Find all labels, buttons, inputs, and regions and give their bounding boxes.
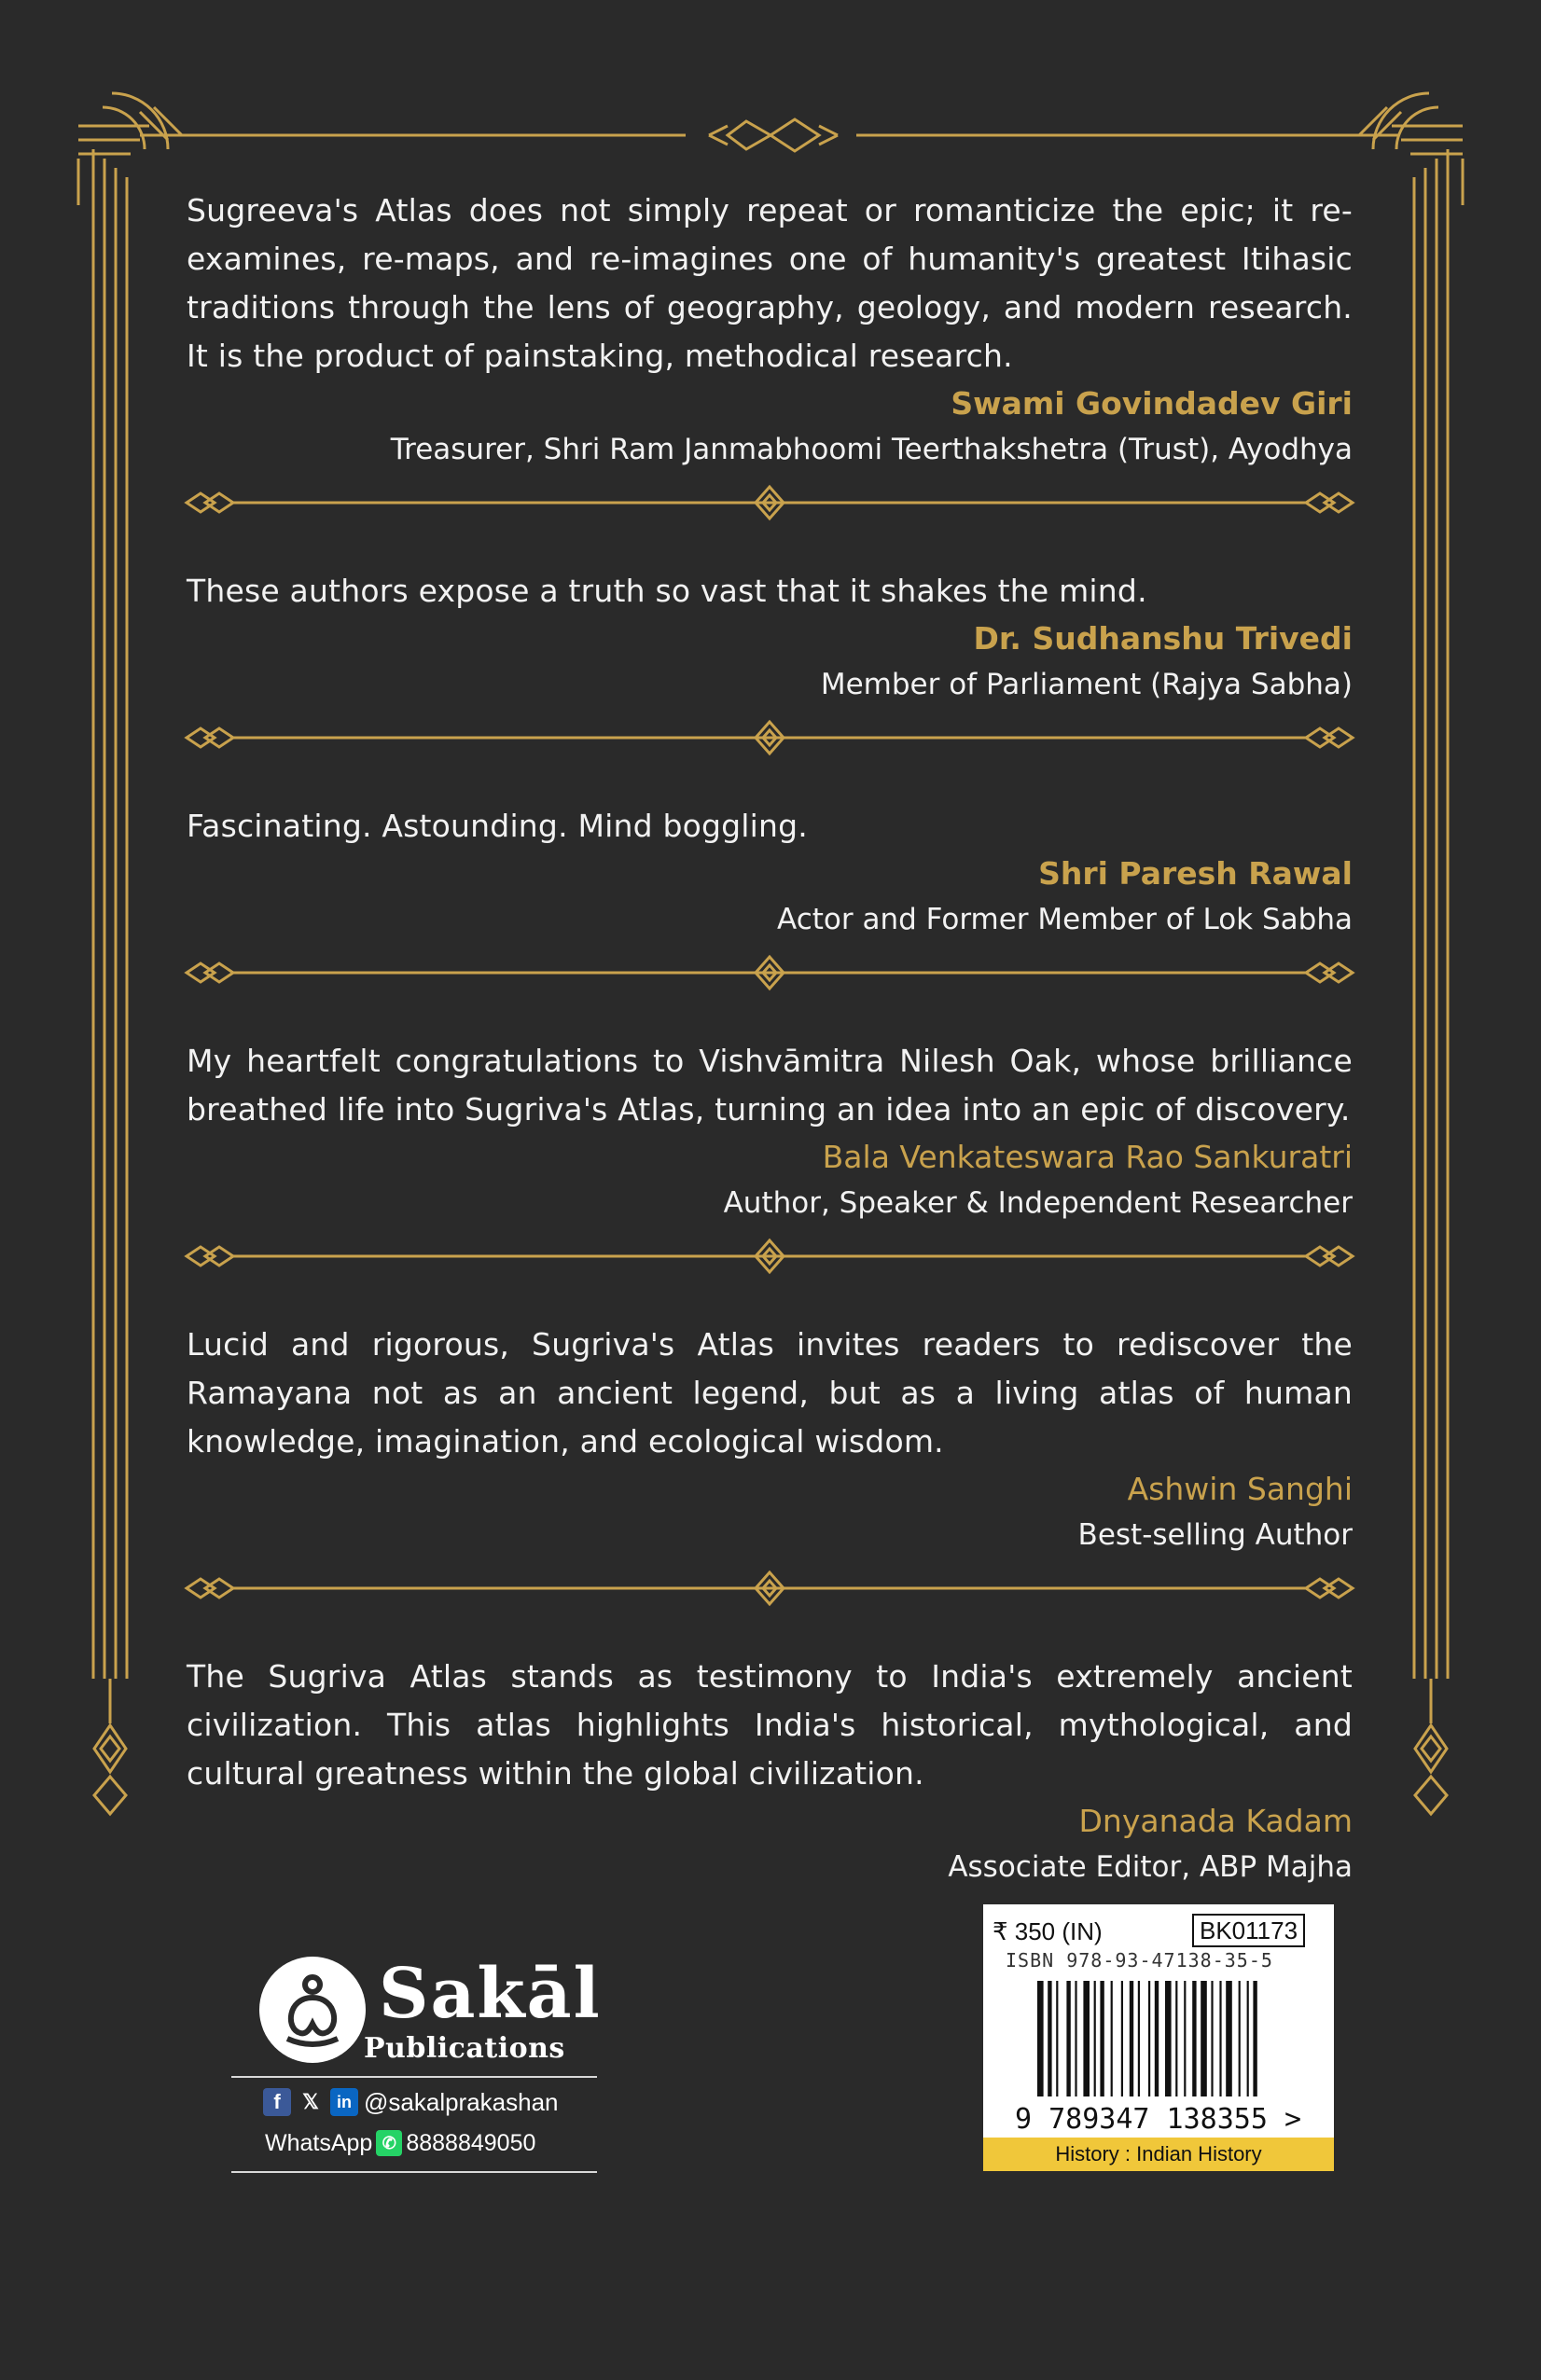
linkedin-icon[interactable]: in <box>330 2088 358 2116</box>
testimonial-role: Member of Parliament (Rajya Sabha) <box>820 668 1353 701</box>
barcode-bar <box>1201 1981 1207 2096</box>
barcode-digits: 9 789347 138355 > <box>1015 2103 1302 2134</box>
barcode-bar <box>1239 1981 1241 2096</box>
book-code: BK01173 <box>1192 1914 1305 1947</box>
barcode-bar <box>1138 1981 1140 2096</box>
barcode-bar <box>1148 1981 1150 2096</box>
testimonial-quote: Sugreeva's Atlas does not simply repeat or romanticize the epic; it re-examines, re-maps, and re-imagines one of humanity's greatest Itihasic traditions through the lens of geography, geology, and modern research. It is the product of painstaking, methodical research. <box>187 192 1353 374</box>
barcode <box>1011 1977 1325 2134</box>
barcode-bar <box>1056 1981 1058 2096</box>
ornamental-divider <box>187 1565 1353 1612</box>
ornamental-divider <box>187 714 1353 761</box>
barcode-bar <box>1165 1981 1172 2096</box>
barcode-bar <box>1066 1981 1070 2096</box>
barcode-bar <box>1130 1981 1133 2096</box>
category-band: History : Indian History <box>983 2138 1334 2171</box>
testimonial-role: Best-selling Author <box>1077 1518 1353 1552</box>
publisher-logo-subtitle: Publications <box>364 2032 565 2065</box>
testimonial-author: Bala Venkateswara Rao Sankuratri <box>822 1139 1353 1175</box>
barcode-bar <box>1192 1981 1196 2096</box>
barcode-bar <box>1253 1981 1256 2096</box>
publisher-logo-icon <box>259 1957 366 2063</box>
ornamental-divider <box>187 1233 1353 1280</box>
social-links <box>263 2085 559 2119</box>
testimonial-role: Treasurer, Shri Ram Janmabhoomi Teerthakshetra (Trust), Ayodhya <box>390 433 1353 466</box>
isbn-text: ISBN 978-93-47138-35-5 <box>1006 1949 1273 1972</box>
ornamental-divider <box>187 949 1353 996</box>
testimonial-author: Dnyanada Kadam <box>1078 1803 1353 1839</box>
barcode-bar <box>1075 1981 1076 2096</box>
social-handle[interactable]: @sakalprakashan <box>364 2087 559 2116</box>
testimonial-quote: Fascinating. Astounding. Mind boggling. <box>187 808 808 844</box>
barcode-bar <box>1184 1981 1186 2096</box>
price-barcode-box <box>983 1904 1334 2171</box>
barcode-bar <box>1219 1981 1221 2096</box>
whatsapp-label: WhatsApp <box>265 2129 373 2156</box>
whatsapp-number[interactable]: 8888849050 <box>406 2129 536 2156</box>
testimonial-role: Associate Editor, ABP Majha <box>948 1850 1353 1884</box>
barcode-bar <box>1100 1981 1104 2096</box>
barcode-bar <box>1211 1981 1213 2096</box>
barcode-bar <box>1121 1981 1123 2096</box>
testimonial-quote: My heartfelt congratulations to Vishvāmitra Nilesh Oak, whose brilliance breathed life into Sugriva's Atlas, turning an idea into an epic of discovery. <box>187 1043 1353 1128</box>
testimonial-author: Ashwin Sanghi <box>1127 1471 1353 1507</box>
price-label: ₹ 350 (IN) <box>993 1917 1103 1945</box>
testimonial-role: Author, Speaker & Independent Researcher <box>723 1186 1353 1220</box>
barcode-bar <box>1037 1981 1044 2096</box>
testimonial-author: Shri Paresh Rawal <box>1038 855 1353 892</box>
x-icon[interactable]: 𝕏 <box>302 2090 319 2113</box>
barcode-bar <box>1083 1981 1090 2096</box>
divider-line <box>231 2171 597 2173</box>
facebook-icon[interactable]: f <box>263 2088 291 2116</box>
ornamental-divider <box>187 479 1353 526</box>
testimonial-author: Dr. Sudhanshu Trivedi <box>973 620 1353 657</box>
barcode-bar <box>1111 1981 1113 2096</box>
testimonial-author: Swami Govindadev Giri <box>951 385 1353 422</box>
publisher-logo-text: Sakāl <box>379 1954 602 2034</box>
whatsapp-icon[interactable]: ✆ <box>376 2130 402 2156</box>
barcode-bar <box>1175 1981 1177 2096</box>
barcode-bar <box>1048 1981 1051 2096</box>
testimonials <box>187 187 1353 1889</box>
divider-line <box>231 2076 597 2078</box>
barcode-bar <box>1155 1981 1159 2096</box>
testimonial-quote: The Sugriva Atlas stands as testimony to India's extremely ancient civilization. This atlas highlights India's historical, mythological, and cultural greatness within the global civilization. <box>187 1658 1353 1792</box>
barcode-bar <box>1094 1981 1096 2096</box>
testimonial-quote: Lucid and rigorous, Sugriva's Atlas invites readers to rediscover the Ramayana not as an ancient legend, but as a living atlas of human knowledge, imagination, and ecological wisdom. <box>187 1326 1353 1460</box>
testimonial-quote: These authors expose a truth so vast that it shakes the mind. <box>187 573 1147 609</box>
barcode-bar <box>1226 1981 1232 2096</box>
whatsapp-contact <box>265 2126 535 2160</box>
barcode-bar <box>1247 1981 1249 2096</box>
testimonial-role: Actor and Former Member of Lok Sabha <box>777 903 1353 936</box>
